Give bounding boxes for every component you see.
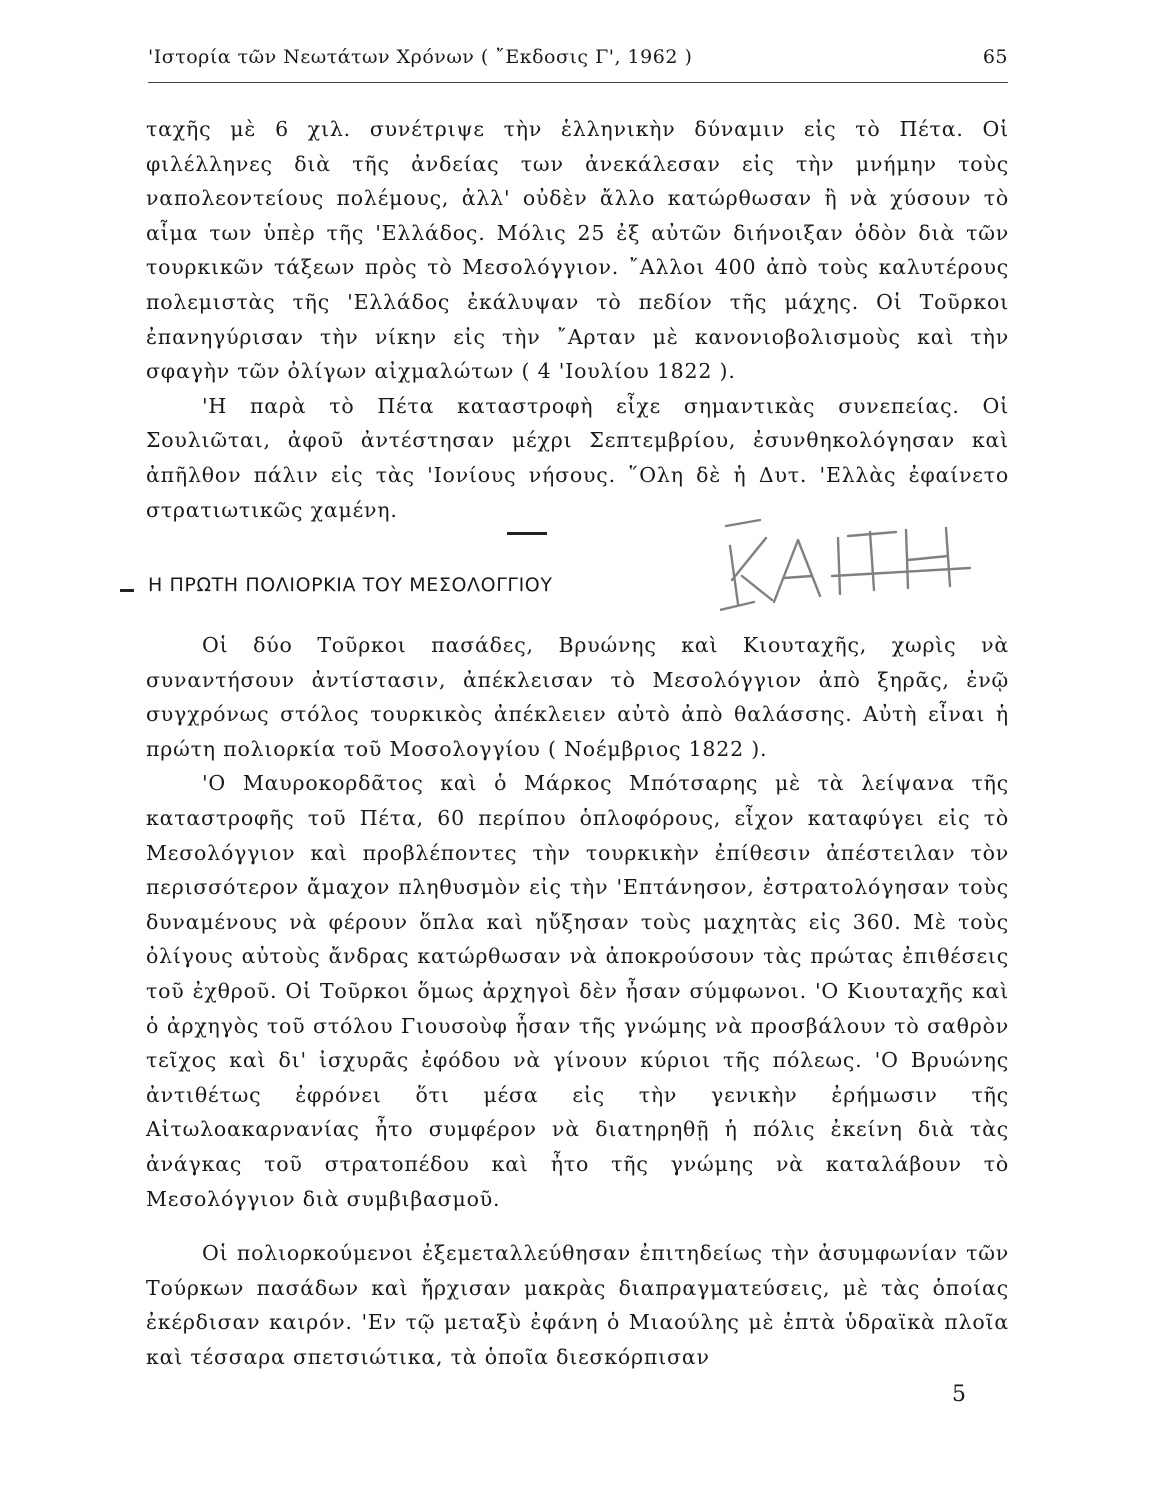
paragraph-petta-battle: ταχῆς μὲ 6 χιλ. συνέτριψε τὴν ἑλληνικὴν δύναμιν εἰς τὸ Πέτα. Οἱ φιλέλληνες διὰ τῆς ἀνδείας των ἀνεκάλεσαν εἰς τὴν μνήμην τοὺς ναπολεοντείους πολέμους, ἀλλ' οὐδὲν ἄλλο κατώρθωσαν ἢ νὰ χύσουν τὸ αἷμα των ὑπὲρ τῆς 'Ελλάδος. Μόλις 25 ἐξ αὐτῶν διήνοιξαν ὁδὸν διὰ τῶν τουρκικῶν τάξεων πρὸς τὸ Μεσολόγγιον. ῎Αλλοι 400 ἀπὸ τοὺς καλυτέρους πολεμιστὰς τῆς 'Ελλάδος ἐκάλυψαν τὸ πεδίον τῆς μάχης. Οἱ Τοῦρκοι ἐπανηγύρισαν τὴν νίκην εἰς τὴν ῎Αρταν μὲ κανονιοβολισμοὺς καὶ τὴν σφαγὴν τῶν ὀλίγων αἰχμαλώτων ( 4 'Ιουλίου 1822 ). <box>146 117 1009 384</box>
running-head-page-number: 65 <box>982 46 1008 68</box>
running-head <box>148 46 1008 76</box>
footer-page-number: 5 <box>952 1382 966 1407</box>
text-block-middle <box>146 628 1009 1216</box>
section-heading: Η ΠΡΩΤΗ ΠΟΛΙΟΡΚΙΑ ΤΟΥ ΜΕΣΟΛΟΓΓΙΟΥ <box>148 574 553 596</box>
paragraph-negotiations: Οἱ πολιορκούμενοι ἐξεμεταλλεύθησαν ἐπιτηδείως τὴν ἀσυμφωνίαν τῶν Τούρκων πασάδων καὶ ἤρχισαν μακρὰς διαπραγματεύσεις, μὲ τὰς ὁποίας ἐκέρδισαν καιρόν. 'Εν τῷ μεταξὺ ἐφάνη ὁ Μιαούλης μὲ ἑπτὰ ὑδραϊκὰ πλοῖα καὶ τέσσαρα σπετσιώτικα, τὰ ὁποῖα διεσκόρπισαν <box>146 1241 1009 1369</box>
paragraph-petta-consequences: 'Η παρὰ τὸ Πέτα καταστροφὴ εἶχε σημαντικὰς συνεπείας. Οἱ Σουλιῶται, ἀφοῦ ἀντέστησαν μέχρι Σεπτεμβρίου, ἐσυνθηκολόγησαν καὶ ἀπῆλθον πάλιν εἰς τὰς 'Ιονίους νήσους. ῞Ολη δὲ ἡ Δυτ. 'Ελλὰς ἐφαίνετο στρατιωτικῶς χαμένη. <box>146 393 1009 522</box>
paragraph-first-siege: Οἱ δύο Τοῦρκοι πασάδες, Βρυώνης καὶ Κιουταχῆς, χωρὶς νὰ συναντήσουν ἀντίστασιν, ἀπέκλεισαν τὸ Μεσολόγγιον ἀπὸ ξηρᾶς, ἐνῷ συγχρόνως στόλος τουρκικὸς ἀπέκλειεν αὐτὸ ἀπὸ θαλάσσης. Αὐτὴ εἶναι ἡ πρώτη πολιορκία τοῦ Μοσολογγίου ( Νοέμβριος 1822 ). <box>146 633 1009 761</box>
pencil-end-mark <box>507 532 547 535</box>
running-head-title: 'Ιστορία τῶν Νεωτάτων Χρόνων ( ῎Εκδοσις Γ', 1962 ) <box>148 46 693 68</box>
paragraph-defenders: 'Ο Μαυροκορδᾶτος καὶ ὁ Μάρκος Μπότσαρης μὲ τὰ λείψανα τῆς καταστροφῆς τοῦ Πέτα, 60 περίπου ὁπλοφόρους, εἶχον καταφύγει εἰς τὸ Μεσολόγγιον καὶ προβλέποντες τὴν τουρκικὴν ἐπίθεσιν ἀπέστειλαν τὸν περισσότερον ἄμαχον πληθυσμὸν εἰς τὴν 'Επτάνησον, ἐστρατολόγησαν τοὺς δυναμένους νὰ φέρουν ὅπλα καὶ ηὔξησαν τοὺς μαχητὰς εἰς 360. Μὲ τοὺς ὀλίγους αὐτοὺς ἄνδρας κατώρθωσαν νὰ ἀποκρούσουν τὰς πρώτας ἐπιθέσεις τοῦ ἐχθροῦ. Οἱ Τοῦρκοι ὅμως ἀρχηγοὶ δὲν ἦσαν σύμφωνοι. 'Ο Κιουταχῆς καὶ ὁ ἀρχηγὸς τοῦ στόλου Γιουσοὺφ ἦσαν τῆς γνώμης νὰ προσβάλουν τὸ σαθρὸν τεῖχος καὶ δι' ἰσχυρᾶς ἐφόδου νὰ γίνουν κύριοι τῆς πόλεως. 'Ο Βρυώνης ἀντιθέτως ἐφρόνει ὅτι μέσα εἰς τὴν γενικὴν ἐρήμωσιν τῆς Αἰτωλοακαρνανίας ἦτο συμφέρον νὰ διατηρηθῇ ἡ πόλις ἐκείνη διὰ τὰς ἀνάγκας τοῦ στρατοπέδου καὶ ἦτο τῆς γνώμης νὰ καταλάβουν τὸ Μεσολόγγιον διὰ συμβιβασμοῦ. <box>146 771 1009 1211</box>
text-block-bottom <box>146 1236 1009 1374</box>
text-block-top <box>146 112 1009 527</box>
heading-margin-dash <box>120 589 134 592</box>
pencil-annotation <box>720 516 982 612</box>
header-rule <box>148 82 1008 83</box>
